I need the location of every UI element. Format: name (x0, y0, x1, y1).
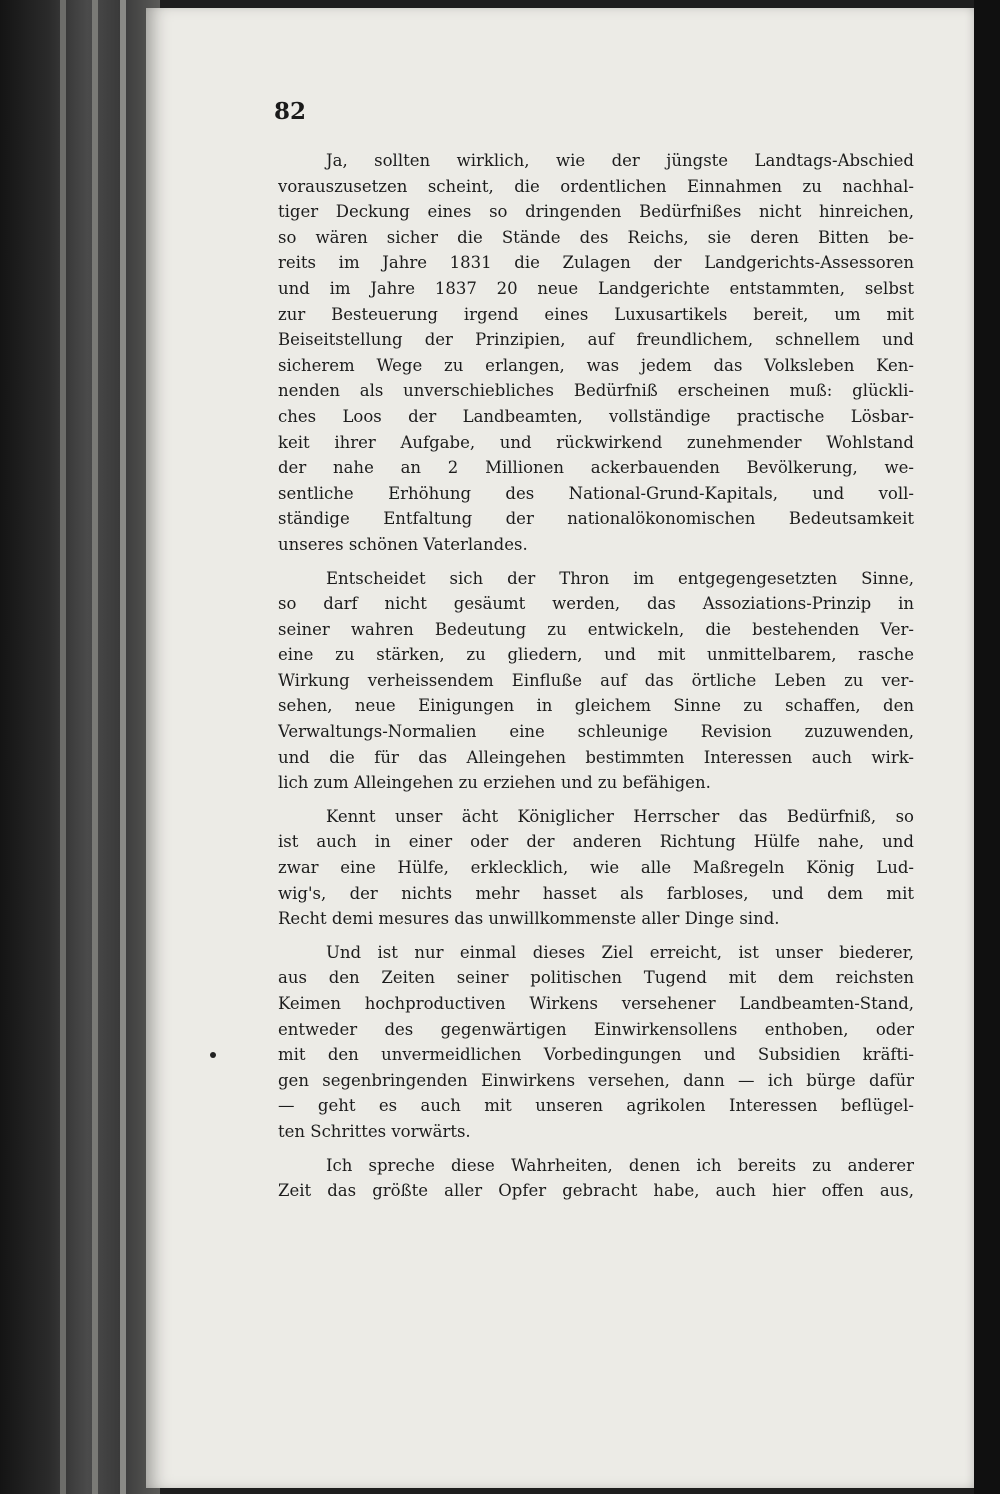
text-line: Beiseitstellung der Prinzipien, auf freundlichem, schnellem und (278, 330, 914, 350)
text-line: ist auch in einer oder der anderen Richtung Hülfe nahe, und (278, 832, 914, 852)
text-line: vorauszusetzen scheint, die ordentlichen Einnahmen zu nachhal- (278, 176, 914, 196)
paragraph (278, 148, 914, 558)
text-line: ständige Entfaltung der nationalökonomischen Bedeutsamkeit (278, 509, 914, 529)
text-line: Ich spreche diese Wahrheiten, denen ich bereits zu anderer (326, 1155, 914, 1175)
right-background-edge (974, 0, 1000, 1494)
page-stack-edge (120, 0, 126, 1494)
text-line: Zeit das größte aller Opfer gebracht habe, auch hier offen aus, (278, 1181, 914, 1201)
text-line: Entscheidet sich der Thron im entgegengesetzten Sinne, (326, 568, 914, 588)
ink-speck (210, 1052, 216, 1058)
text-line: mit den unvermeidlichen Vorbedingungen und Subsidien kräfti- (278, 1045, 914, 1065)
text-line: ten Schrittes vorwärts. (278, 1121, 471, 1141)
text-line: unseres schönen Vaterlandes. (278, 534, 528, 554)
text-line: Keimen hochproductiven Wirkens versehener Landbeamten-Stand, (278, 994, 914, 1013)
text-line: nenden als unverschiebliches Bedürfniß erscheinen muß: glückli- (278, 381, 914, 401)
page-stack-edge (60, 0, 66, 1494)
text-line: und im Jahre 1837 20 neue Landgerichte entstammten, selbst (278, 278, 914, 298)
text-line: zur Besteuerung irgend eines Luxusartikels bereit, um mit (278, 304, 914, 324)
text-line: Verwaltungs-Normalien eine schleunige Revision zuzuwenden, (278, 722, 914, 742)
text-line: lich zum Alleingehen zu erziehen und zu befähigen. (278, 773, 711, 793)
text-line: Wirkung verheissendem Einfluße auf das örtliche Leben zu ver- (278, 670, 914, 690)
text-line: entweder des gegenwärtigen Einwirkensollens enthoben, oder (278, 1019, 914, 1039)
text-line: tiger Deckung eines so dringenden Bedürfnißes nicht hinreichen, (278, 202, 914, 222)
text-line: seiner wahren Bedeutung zu entwickeln, die bestehenden Ver- (278, 619, 914, 639)
text-line: gen segenbringenden Einwirkens versehen, dann — ich bürge dafür (278, 1070, 914, 1090)
text-line: so darf nicht gesäumt werden, das Assoziations-Prinzip in (278, 594, 914, 614)
text-line: keit ihrer Aufgabe, und rückwirkend zunehmender Wohlstand (278, 432, 914, 452)
text-line: — geht es auch mit unseren agrikolen Interessen beflügel- (278, 1096, 914, 1116)
paragraph (278, 1153, 914, 1204)
paragraph (278, 940, 914, 1145)
text-line: aus den Zeiten seiner politischen Tugend mit dem reichsten (278, 968, 914, 988)
text-line: Und ist nur einmal dieses Ziel erreicht, ist unser biederer, (326, 942, 914, 962)
text-line: so wären sicher die Stände des Reichs, sie deren Bitten be- (278, 227, 914, 247)
book-page-edges (0, 0, 160, 1494)
book-page (146, 8, 974, 1488)
text-line: und die für das Alleingehen bestimmten Interessen auch wirk- (278, 747, 914, 767)
page-number: 82 (274, 98, 307, 125)
text-line: zwar eine Hülfe, erklecklich, wie alle Maßregeln König Lud- (278, 858, 914, 878)
page-stack-edge (92, 0, 98, 1494)
text-line: sicherem Wege zu erlangen, was jedem das Volksleben Ken- (278, 355, 914, 375)
text-line: Ja, sollten wirklich, wie der jüngste Landtags-Abschied (326, 151, 914, 170)
paragraph (278, 804, 914, 932)
paragraph (278, 566, 914, 796)
text-line: sentliche Erhöhung des National-Grund-Kapitals, und voll- (278, 483, 914, 503)
text-line: Recht demi mesures das unwillkommenste aller Dinge sind. (278, 909, 780, 929)
page-text (278, 148, 914, 1212)
text-line: Kennt unser ächt Königlicher Herrscher das Bedürfniß, so (326, 806, 914, 826)
text-line: sehen, neue Einigungen in gleichem Sinne zu schaffen, den (278, 696, 914, 716)
text-line: ches Loos der Landbeamten, vollständige practische Lösbar- (278, 406, 914, 426)
text-line: eine zu stärken, zu gliedern, und mit unmittelbarem, rasche (278, 645, 914, 665)
text-line: der nahe an 2 Millionen ackerbauenden Bevölkerung, we- (278, 458, 914, 478)
text-line: reits im Jahre 1831 die Zulagen der Landgerichts-Assessoren (278, 253, 914, 273)
text-line: wig's, der nichts mehr hasset als farbloses, und dem mit (278, 883, 914, 903)
